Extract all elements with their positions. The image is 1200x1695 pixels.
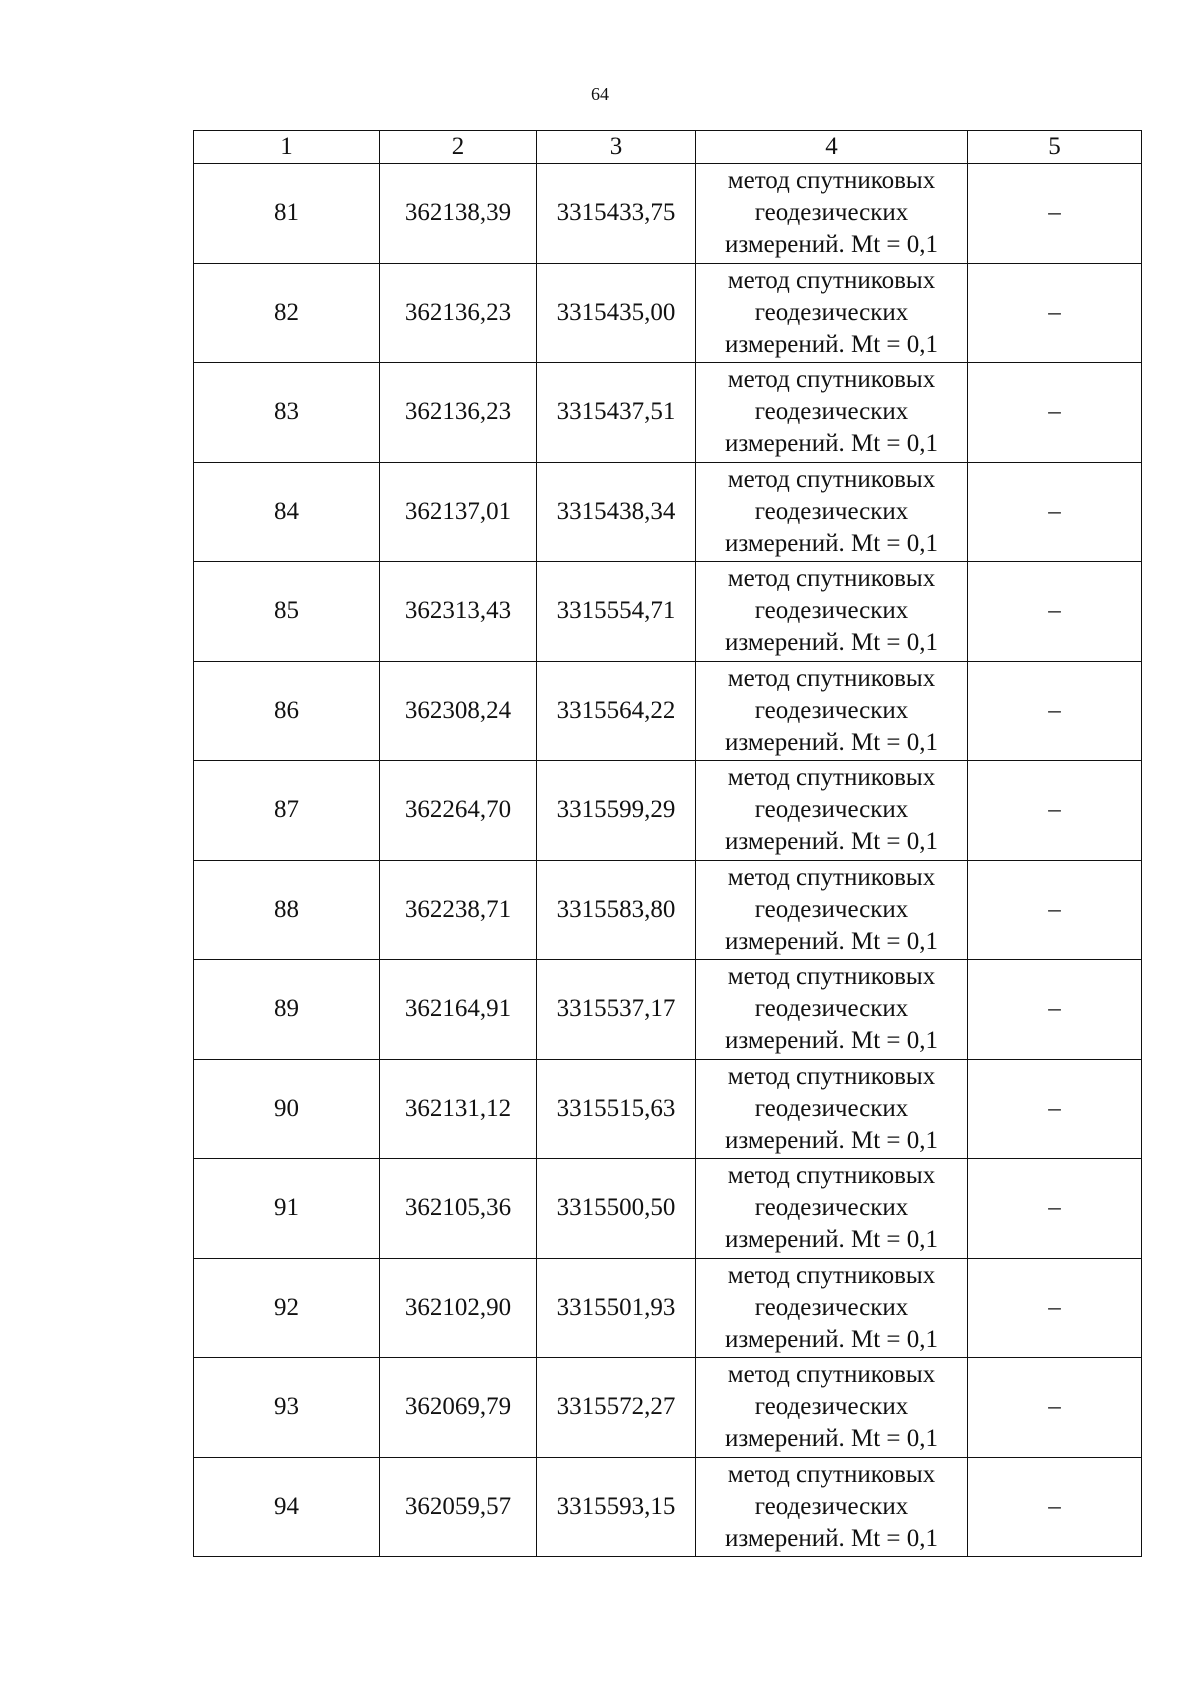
column-header-3: 3 [537,131,696,164]
method-line: измерений. Mt = 0,1 [724,1425,939,1453]
table-row [194,1258,1142,1358]
method-line: метод спутниковых [727,1162,936,1190]
note-cell: – [968,263,1142,363]
method-line: геодезических [754,398,909,426]
x-coordinate-cell: 362308,24 [380,661,537,761]
point-number-cell: 84 [194,462,380,562]
table-row [194,263,1142,363]
x-coordinate-cell: 362131,12 [380,1059,537,1159]
method-line: геодезических [754,1393,909,1421]
y-coordinate-cell: 3315515,63 [537,1059,696,1159]
y-coordinate-cell: 3315433,75 [537,164,696,264]
x-coordinate-cell: 362164,91 [380,960,537,1060]
table-row [194,661,1142,761]
method-line: геодезических [754,597,909,625]
note-cell: – [968,363,1142,463]
point-number-cell: 94 [194,1457,380,1557]
method-line: метод спутниковых [727,1361,936,1389]
x-coordinate-cell: 362059,57 [380,1457,537,1557]
note-cell: – [968,1258,1142,1358]
method-cell [696,860,968,960]
point-number-cell: 88 [194,860,380,960]
note-cell: – [968,761,1142,861]
table-row [194,363,1142,463]
method-cell [696,1457,968,1557]
method-line: метод спутниковых [727,664,936,692]
method-line: измерений. Mt = 0,1 [724,728,939,756]
method-line: геодезических [754,298,909,326]
method-line: метод спутниковых [727,366,936,394]
column-header-1: 1 [194,131,380,164]
method-line: измерений. Mt = 0,1 [724,1524,939,1552]
x-coordinate-cell: 362264,70 [380,761,537,861]
note-cell: – [968,562,1142,662]
column-header-5: 5 [968,131,1142,164]
x-coordinate-cell: 362238,71 [380,860,537,960]
note-cell: – [968,1059,1142,1159]
point-number-cell: 93 [194,1358,380,1458]
method-line: геодезических [754,1492,909,1520]
table-header [194,131,1142,164]
method-line: метод спутниковых [727,963,936,991]
method-line: геодезических [754,199,909,227]
point-number-cell: 87 [194,761,380,861]
table-row [194,761,1142,861]
note-cell: – [968,462,1142,562]
method-line: метод спутниковых [727,266,936,294]
y-coordinate-cell: 3315501,93 [537,1258,696,1358]
method-line: измерений. Mt = 0,1 [724,231,939,259]
method-line: измерений. Mt = 0,1 [724,927,939,955]
method-cell [696,363,968,463]
method-cell [696,462,968,562]
method-line: метод спутниковых [727,465,936,493]
note-cell: – [968,1457,1142,1557]
table-row [194,860,1142,960]
method-line: измерений. Mt = 0,1 [724,629,939,657]
table-row [194,960,1142,1060]
note-cell: – [968,860,1142,960]
column-header-4: 4 [696,131,968,164]
column-header-2: 2 [380,131,537,164]
table-row [194,1457,1142,1557]
y-coordinate-cell: 3315564,22 [537,661,696,761]
coordinates-table [193,130,1142,1557]
point-number-cell: 85 [194,562,380,662]
point-number-cell: 83 [194,363,380,463]
x-coordinate-cell: 362137,01 [380,462,537,562]
method-cell [696,1358,968,1458]
method-line: метод спутниковых [727,1460,936,1488]
method-line: измерений. Mt = 0,1 [724,1126,939,1154]
y-coordinate-cell: 3315572,27 [537,1358,696,1458]
note-cell: – [968,661,1142,761]
method-line: измерений. Mt = 0,1 [724,330,939,358]
method-line: измерений. Mt = 0,1 [724,828,939,856]
method-line: геодезических [754,796,909,824]
point-number-cell: 82 [194,263,380,363]
note-cell: – [968,1358,1142,1458]
point-number-cell: 81 [194,164,380,264]
method-cell [696,1159,968,1259]
method-line: измерений. Mt = 0,1 [724,1226,939,1254]
x-coordinate-cell: 362313,43 [380,562,537,662]
method-line: метод спутниковых [727,565,936,593]
method-cell [696,960,968,1060]
point-number-cell: 90 [194,1059,380,1159]
method-line: геодезических [754,696,909,724]
method-line: геодезических [754,1194,909,1222]
x-coordinate-cell: 362105,36 [380,1159,537,1259]
y-coordinate-cell: 3315437,51 [537,363,696,463]
method-cell [696,164,968,264]
y-coordinate-cell: 3315537,17 [537,960,696,1060]
method-line: геодезических [754,1094,909,1122]
method-line: измерений. Mt = 0,1 [724,529,939,557]
y-coordinate-cell: 3315583,80 [537,860,696,960]
method-line: геодезических [754,1293,909,1321]
y-coordinate-cell: 3315599,29 [537,761,696,861]
y-coordinate-cell: 3315500,50 [537,1159,696,1259]
table-row [194,1159,1142,1259]
y-coordinate-cell: 3315438,34 [537,462,696,562]
method-cell [696,761,968,861]
note-cell: – [968,960,1142,1060]
y-coordinate-cell: 3315593,15 [537,1457,696,1557]
note-cell: – [968,1159,1142,1259]
point-number-cell: 91 [194,1159,380,1259]
table-body [194,164,1142,1557]
note-cell: – [968,164,1142,264]
method-line: метод спутниковых [727,764,936,792]
y-coordinate-cell: 3315435,00 [537,263,696,363]
method-cell [696,1258,968,1358]
method-line: метод спутниковых [727,1062,936,1090]
table-row [194,164,1142,264]
point-number-cell: 89 [194,960,380,1060]
y-coordinate-cell: 3315554,71 [537,562,696,662]
x-coordinate-cell: 362136,23 [380,263,537,363]
method-cell [696,661,968,761]
x-coordinate-cell: 362136,23 [380,363,537,463]
method-line: метод спутниковых [727,167,936,195]
table-row [194,1358,1142,1458]
method-line: геодезических [754,995,909,1023]
table-row [194,1059,1142,1159]
method-cell [696,1059,968,1159]
method-cell [696,263,968,363]
method-line: геодезических [754,895,909,923]
x-coordinate-cell: 362102,90 [380,1258,537,1358]
method-cell [696,562,968,662]
table-row [194,462,1142,562]
point-number-cell: 86 [194,661,380,761]
method-line: измерений. Mt = 0,1 [724,1325,939,1353]
header-row [194,131,1142,164]
table-row [194,562,1142,662]
point-number-cell: 92 [194,1258,380,1358]
method-line: метод спутниковых [727,863,936,891]
page-number: 64 [591,84,609,104]
method-line: геодезических [754,497,909,525]
method-line: измерений. Mt = 0,1 [724,1027,939,1055]
method-line: измерений. Mt = 0,1 [724,430,939,458]
x-coordinate-cell: 362138,39 [380,164,537,264]
method-line: метод спутниковых [727,1261,936,1289]
x-coordinate-cell: 362069,79 [380,1358,537,1458]
